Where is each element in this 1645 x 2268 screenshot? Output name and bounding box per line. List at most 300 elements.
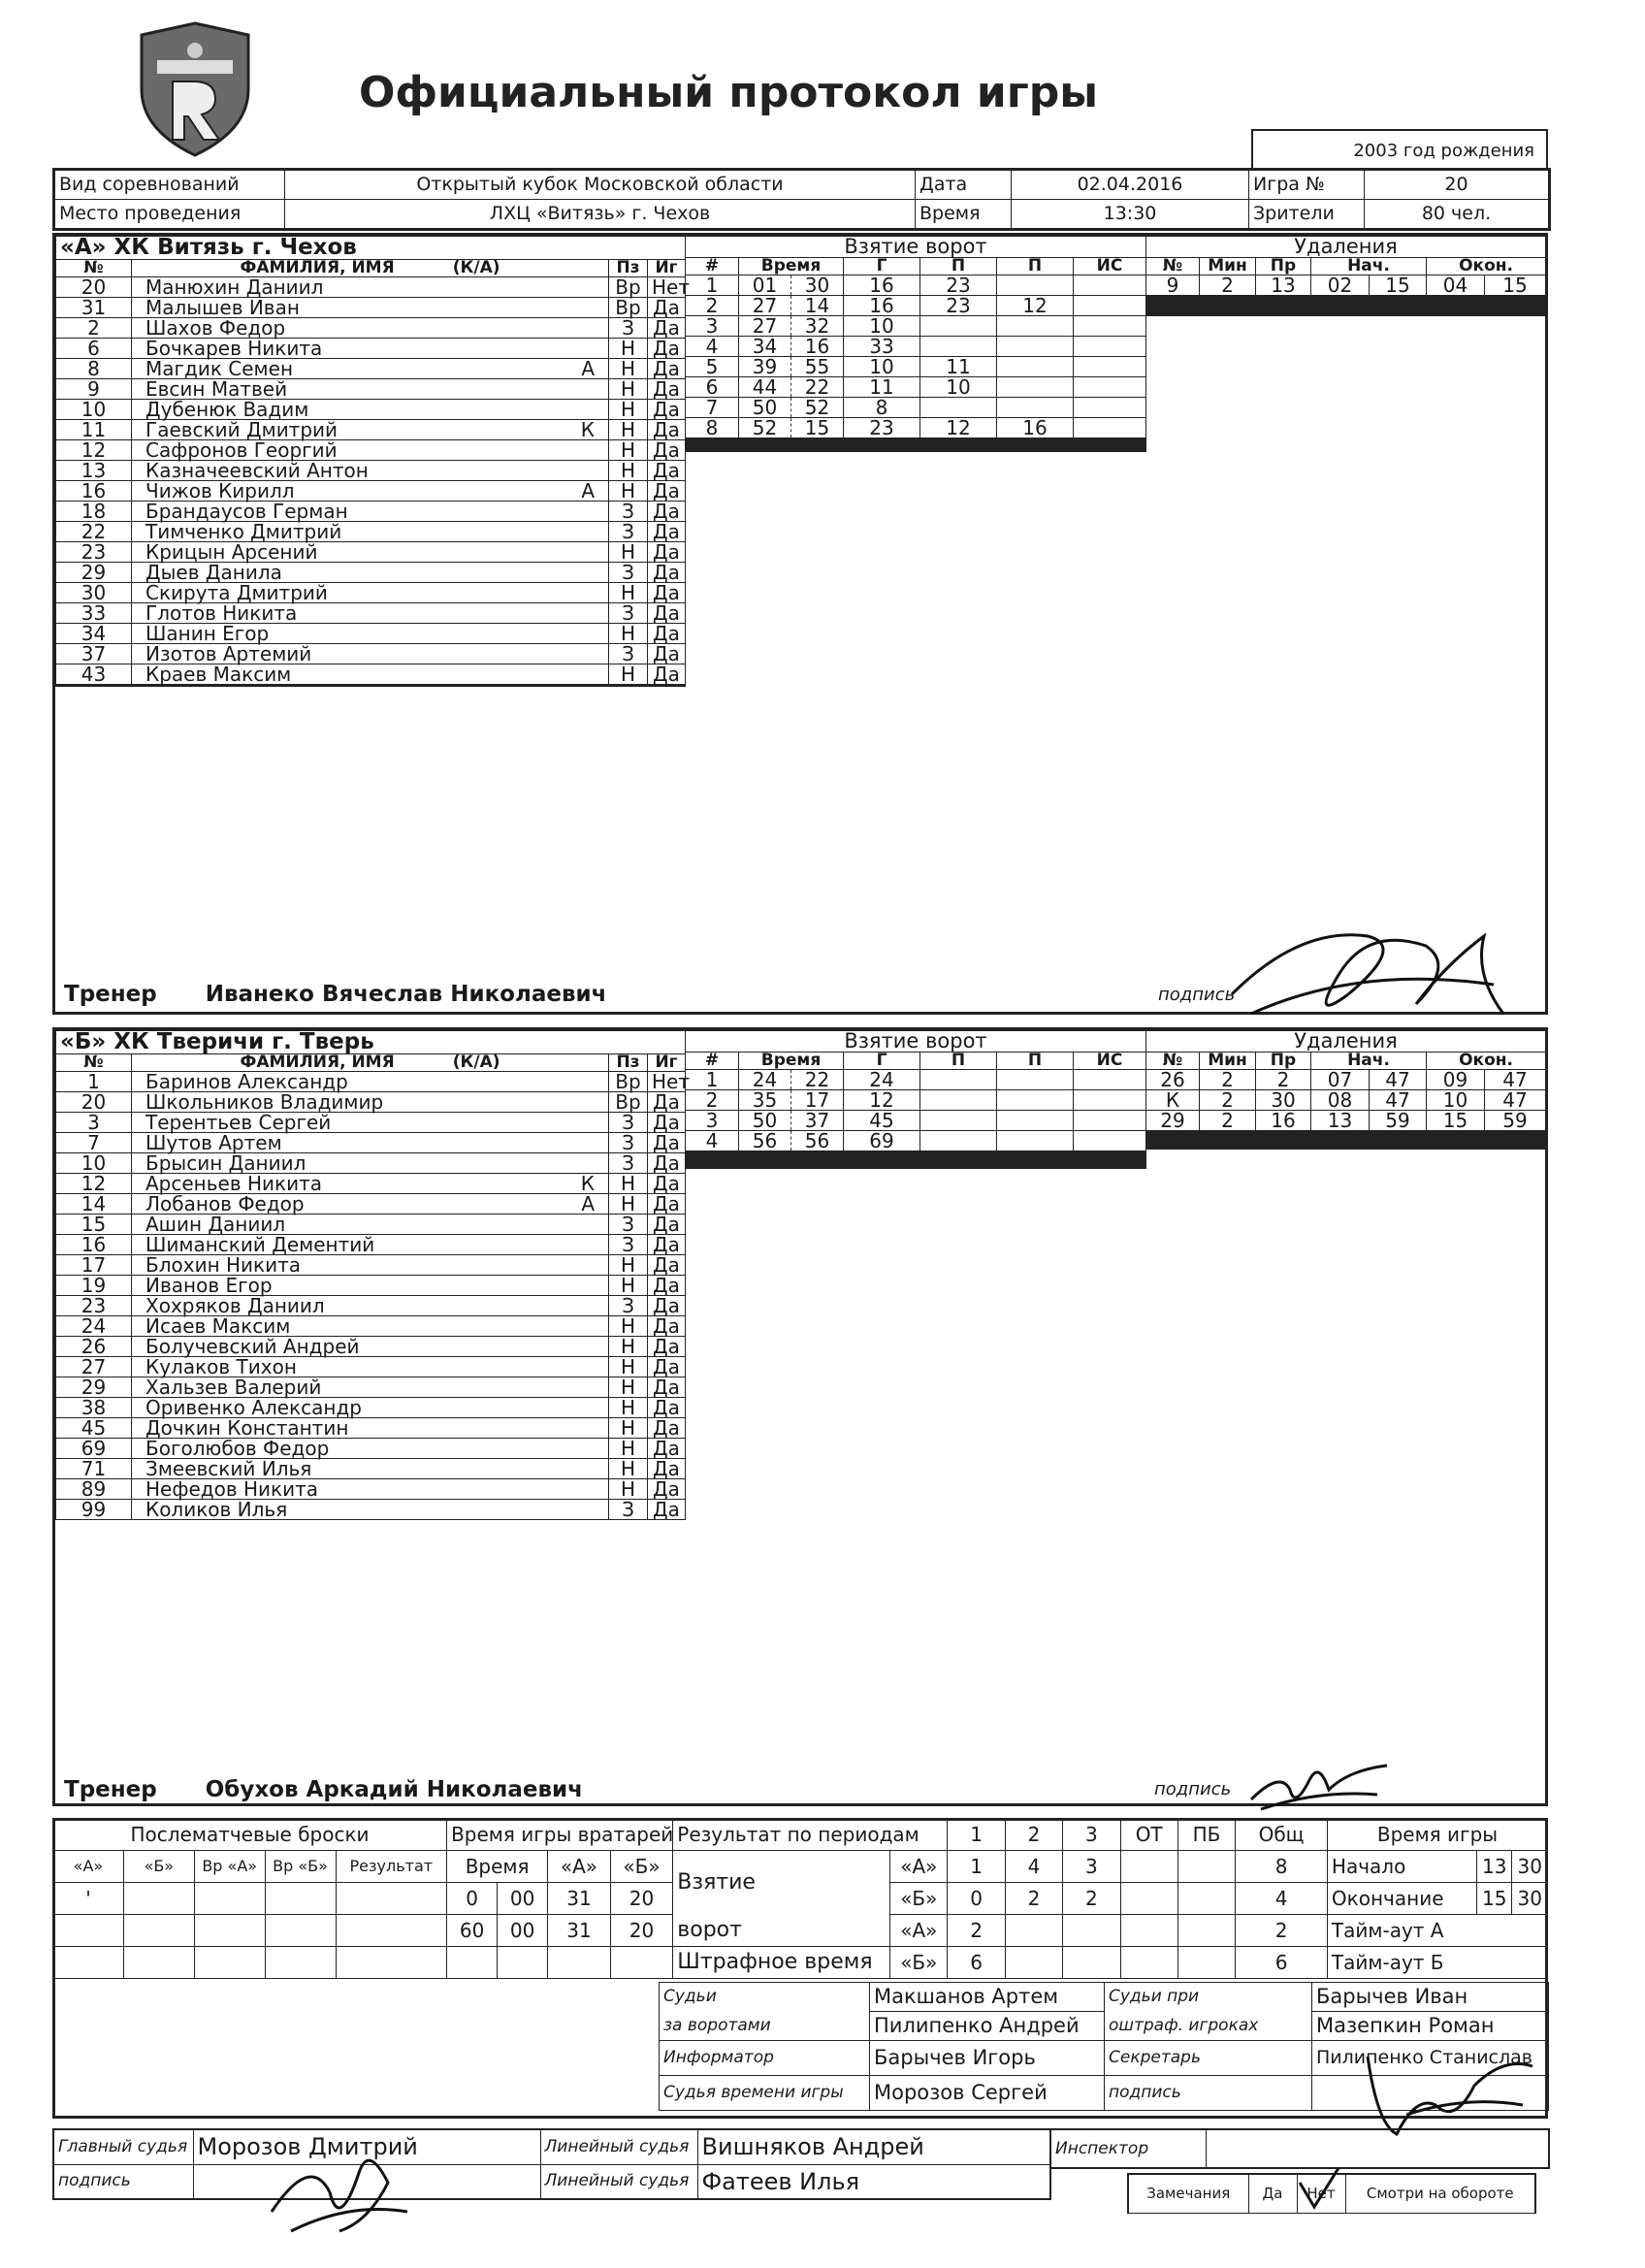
team-a-section (52, 233, 1548, 1015)
player-name-cell (132, 1296, 609, 1316)
goal-assist-1 (920, 1131, 997, 1151)
shootout-col-gk-b: Вр «Б» (265, 1851, 336, 1883)
player-played: Да (648, 1235, 686, 1255)
player-played: Да (648, 1418, 686, 1439)
goal-header-situation: ИС (1074, 258, 1146, 275)
player-number: 2 (56, 318, 132, 339)
player-name: Дыев Данила (145, 561, 282, 584)
player-number: 24 (56, 1316, 132, 1337)
pen-a-p1: 2 (948, 1915, 1005, 1947)
linesman-1-label: Линейный судья (540, 2129, 697, 2164)
goals-label-1: Взятие (673, 1851, 890, 1915)
player-name: Шахов Федор (145, 316, 286, 340)
goals-b-pb (1177, 1883, 1235, 1915)
player-name: Ашин Даниил (145, 1213, 286, 1236)
goals-b-p3: 2 (1063, 1883, 1120, 1915)
goal-scorer (844, 451, 920, 452)
header-name-text: ФАМИЛИЯ, ИМЯ (240, 1053, 395, 1072)
player-row (56, 1296, 686, 1316)
player-name: Баринов Александр (145, 1070, 348, 1093)
goal-scorer: 23 (844, 418, 920, 438)
player-name-cell (132, 1153, 609, 1174)
goal-number: 7 (686, 398, 739, 418)
goal-header-num: # (686, 1053, 739, 1070)
player-played: Да (648, 1316, 686, 1337)
player-name-cell (132, 1092, 609, 1113)
player-name: Тимченко Дмитрий (145, 520, 342, 543)
pen-header-start: Нач. (1311, 258, 1427, 275)
goals-team-b: «Б» (890, 1883, 948, 1915)
goal-second: 30 (791, 275, 844, 296)
shootout-col-result: Результат (336, 1851, 447, 1883)
goal-assist-2 (997, 1168, 1074, 1169)
player-position: Вр (609, 277, 648, 298)
player-row (56, 1439, 686, 1459)
player-played: Да (648, 563, 686, 583)
pen-player (1146, 1149, 1200, 1150)
team-b-roster (55, 1029, 690, 1521)
player-position: Н (609, 339, 648, 359)
player-position: Н (609, 481, 648, 502)
player-name-cell (132, 318, 609, 339)
player-played: Да (648, 664, 686, 685)
goal-number: 1 (686, 275, 739, 296)
player-position: Н (609, 1174, 648, 1194)
player-row (56, 481, 686, 502)
player-number: 37 (56, 644, 132, 664)
player-role: А (581, 1192, 595, 1215)
player-name: Арсеньев Никита (145, 1172, 323, 1195)
player-number: 33 (56, 603, 132, 624)
player-position: Н (609, 400, 648, 420)
pen-reason (1256, 315, 1311, 316)
player-played: Да (648, 1357, 686, 1377)
player-number: 69 (56, 1439, 132, 1459)
pen-a-p3 (1063, 1915, 1120, 1947)
player-played: Да (648, 420, 686, 440)
player-name: Болучевский Андрей (145, 1335, 360, 1358)
player-name-cell (132, 1235, 609, 1255)
pen-start-min: 08 (1311, 1090, 1370, 1111)
team-a-coach-name: Иванеко Вячеслав Николаевич (205, 982, 607, 1007)
player-played: Да (648, 359, 686, 379)
player-played: Да (648, 583, 686, 603)
goal-situation (1074, 296, 1146, 316)
player-position: Н (609, 379, 648, 400)
player-position: З (609, 1133, 648, 1153)
goal-minute: 27 (739, 296, 791, 316)
player-played: Да (648, 1194, 686, 1215)
pen-team-a: «А» (890, 1915, 948, 1947)
gk-col-b: «Б» (610, 1851, 673, 1883)
goals-b-total: 4 (1236, 1883, 1328, 1915)
game-start-m: 30 (1512, 1851, 1548, 1883)
player-position: З (609, 1296, 648, 1316)
player-played: Да (648, 318, 686, 339)
player-number: 8 (56, 359, 132, 379)
player-name-cell (132, 1500, 609, 1520)
player-played: Да (648, 1377, 686, 1398)
goal-second: 22 (791, 377, 844, 398)
goal-assist-2 (997, 1111, 1074, 1131)
goal-number: 4 (686, 1131, 739, 1151)
player-name-cell (132, 1113, 609, 1133)
pen-reason: 2 (1256, 1070, 1311, 1090)
gk-row2-sec: 00 (498, 1915, 548, 1947)
player-name: Изотов Артемий (145, 642, 312, 665)
team-a-coach-label: Тренер (64, 982, 157, 1007)
remarks-table (1127, 2173, 1536, 2214)
player-position: Н (609, 1276, 648, 1296)
goal-situation (1074, 1070, 1146, 1090)
team-b-coach (64, 1777, 583, 1802)
player-name: Манюхин Даниил (145, 275, 324, 299)
player-row (56, 1194, 686, 1215)
player-name: Школьников Владимир (145, 1090, 384, 1114)
pen-b-pb (1177, 1947, 1235, 1979)
pen-start-min: 13 (1311, 1111, 1370, 1131)
pen-a-p2 (1005, 1915, 1062, 1947)
gk-row2-min: 60 (447, 1915, 498, 1947)
goal-minute: 39 (739, 357, 791, 377)
officials-table (659, 1982, 1549, 2111)
informer-name: Барычев Игорь (870, 2041, 1105, 2076)
pen-end-min: 10 (1427, 1090, 1485, 1111)
player-position: Н (609, 1337, 648, 1357)
header-ig: Иг (648, 1054, 686, 1072)
goal-assist-2 (997, 275, 1074, 296)
player-row (56, 1459, 686, 1479)
goal-assist-1 (920, 337, 997, 357)
player-row (56, 522, 686, 542)
header-ig: Иг (648, 260, 686, 277)
player-position: Вр (609, 1092, 648, 1113)
inspector-table (1049, 2128, 1550, 2169)
competition-value: Открытый кубок Московской области (285, 170, 916, 200)
goal-judge-2: Пилипенко Андрей (870, 2012, 1105, 2041)
goal-second: 17 (791, 1090, 844, 1111)
goal-header-assist1: П (920, 258, 997, 275)
gk-row1-sec: 00 (498, 1883, 548, 1915)
team-a-coach (64, 982, 606, 1007)
player-number: 22 (56, 522, 132, 542)
goal-row (686, 1070, 1146, 1090)
goal-minute: 56 (739, 1131, 791, 1151)
goal-minute: 52 (739, 418, 791, 438)
roster-header (56, 260, 686, 277)
goals-a-ot (1120, 1851, 1177, 1883)
player-number: 3 (56, 1113, 132, 1133)
player-number: 12 (56, 440, 132, 461)
remarks-label: Замечания (1128, 2174, 1248, 2213)
player-name-cell (132, 1337, 609, 1357)
player-name-cell (132, 481, 609, 502)
player-name-cell (132, 624, 609, 644)
player-row (56, 563, 686, 583)
goal-assist-1 (920, 1168, 997, 1169)
player-number: 29 (56, 1377, 132, 1398)
player-row (56, 1215, 686, 1235)
goal-situation (1074, 316, 1146, 337)
goal-assist-2 (997, 451, 1074, 452)
player-name: Магдик Семен (145, 357, 294, 380)
player-number: 30 (56, 583, 132, 603)
player-name-cell (132, 1459, 609, 1479)
goal-minute: 24 (739, 1070, 791, 1090)
player-name-cell (132, 664, 609, 685)
pen-label-1: Штрафное (677, 1950, 798, 1974)
penalties-title-row (1146, 1031, 1546, 1053)
player-row (56, 1418, 686, 1439)
pen-b-total: 6 (1236, 1947, 1328, 1979)
pen-b-p3 (1063, 1947, 1120, 1979)
goal-second: 16 (791, 337, 844, 357)
goal-row (686, 398, 1146, 418)
goal-header-time: Время (739, 258, 844, 275)
player-name: Блохин Никита (145, 1253, 302, 1277)
remarks-see-back: Смотри на обороте (1345, 2174, 1535, 2213)
goal-situation (1074, 275, 1146, 296)
goal-minute (739, 1168, 791, 1169)
goals-header (686, 1053, 1146, 1070)
player-position: З (609, 1500, 648, 1520)
document-title: Официальный протокол игры (359, 68, 1099, 117)
player-name-cell (132, 379, 609, 400)
player-position: З (609, 1153, 648, 1174)
goal-assist-2: 16 (997, 418, 1074, 438)
pen-a-ot (1120, 1915, 1177, 1947)
player-number: 23 (56, 542, 132, 563)
goal-second (791, 451, 844, 452)
player-name: Гаевский Дмитрий (145, 418, 339, 441)
goal-row (686, 418, 1146, 438)
goal-assist-1: 10 (920, 377, 997, 398)
goal-row (686, 1168, 1146, 1169)
spectators-value: 80 чел. (1365, 200, 1550, 230)
player-position: Н (609, 664, 648, 685)
pen-minutes: 2 (1200, 1111, 1256, 1131)
remarks-no: Нет (1297, 2174, 1345, 2213)
pen-start-min: 07 (1311, 1070, 1370, 1090)
goal-row (686, 296, 1146, 316)
player-position: З (609, 1215, 648, 1235)
goal-situation (1074, 1111, 1146, 1131)
player-name: Дубенюк Вадим (145, 398, 309, 421)
goal-number (686, 1168, 739, 1169)
venue-label: Место проведения (54, 200, 285, 230)
goal-scorer: 16 (844, 275, 920, 296)
goal-assist-2 (997, 316, 1074, 337)
player-played: Да (648, 1337, 686, 1357)
shootout-title: Послематчевые броски (53, 1819, 447, 1851)
shootout-col-gk-a: Вр «А» (194, 1851, 265, 1883)
player-played: Да (648, 624, 686, 644)
time-value: 13:30 (1012, 200, 1249, 230)
player-role: А (581, 479, 595, 502)
player-name: Малышев Иван (145, 296, 300, 319)
game-number-label: Игра № (1249, 170, 1365, 200)
header-number: № (56, 1054, 132, 1072)
period-total: Общ (1236, 1819, 1328, 1851)
player-number: 26 (56, 1337, 132, 1357)
pen-header-end: Окон. (1427, 258, 1546, 275)
player-played: Да (648, 1133, 686, 1153)
team-b-section (52, 1027, 1548, 1806)
player-position: Вр (609, 1072, 648, 1092)
player-row (56, 400, 686, 420)
gk-row2-a: 31 (548, 1915, 611, 1947)
period-3: 3 (1063, 1819, 1120, 1851)
player-played: Да (648, 502, 686, 522)
pen-end-sec: 47 (1485, 1070, 1546, 1090)
shootout-mark: ' (53, 1883, 124, 1915)
pen-a-total: 2 (1236, 1915, 1328, 1947)
team-a-signature-label: подпись (1158, 985, 1236, 1005)
player-name: Сафронов Георгий (145, 438, 338, 462)
player-number: 17 (56, 1255, 132, 1276)
player-number: 43 (56, 664, 132, 685)
pen-b-p1: 6 (948, 1947, 1005, 1979)
spectators-label: Зрители (1249, 200, 1365, 230)
player-played: Да (648, 1113, 686, 1133)
player-number: 14 (56, 1194, 132, 1215)
player-position: З (609, 1113, 648, 1133)
pen-header-reason: Пр (1256, 1053, 1311, 1070)
goal-row (686, 1131, 1146, 1151)
pen-team-b: «Б» (890, 1947, 948, 1979)
player-row (56, 1357, 686, 1377)
roster-header (56, 1054, 686, 1072)
timeout-b: Тайм-аут Б (1327, 1947, 1547, 1979)
player-played: Да (648, 1459, 686, 1479)
goal-row (686, 337, 1146, 357)
player-row (56, 542, 686, 563)
player-name-cell (132, 542, 609, 563)
player-row (56, 624, 686, 644)
player-name: Хальзев Валерий (145, 1376, 322, 1399)
player-played: Да (648, 339, 686, 359)
penalty-row (1146, 1149, 1546, 1150)
player-row (56, 1276, 686, 1296)
player-name-cell (132, 1418, 609, 1439)
goal-scorer: 12 (844, 1090, 920, 1111)
player-position: Н (609, 583, 648, 603)
goal-header-assist2: П (997, 258, 1074, 275)
team-b-coach-label: Тренер (64, 1777, 157, 1802)
player-number: 71 (56, 1459, 132, 1479)
player-name-cell (132, 1377, 609, 1398)
player-position: Н (609, 1398, 648, 1418)
player-row (56, 1398, 686, 1418)
pen-reason (1256, 1149, 1311, 1150)
player-row (56, 1092, 686, 1113)
player-played: Да (648, 1153, 686, 1174)
goal-scorer: 16 (844, 296, 920, 316)
goals-a-p3: 3 (1063, 1851, 1120, 1883)
player-name-cell (132, 522, 609, 542)
player-name: Оривенко Александр (145, 1396, 362, 1419)
goal-header-assist1: П (920, 1053, 997, 1070)
player-name-cell (132, 1479, 609, 1500)
pen-b-ot (1120, 1947, 1177, 1979)
goal-assist-2: 12 (997, 296, 1074, 316)
goal-situation (1074, 1090, 1146, 1111)
goal-situation (1074, 1131, 1146, 1151)
goal-situation (1074, 357, 1146, 377)
player-name-cell (132, 359, 609, 379)
team-title-row (56, 1031, 686, 1054)
header-number: № (56, 260, 132, 277)
pen-header-num: № (1146, 258, 1200, 275)
player-number: 20 (56, 277, 132, 298)
goal-assist-1 (920, 1111, 997, 1131)
player-played: Да (648, 1092, 686, 1113)
player-name: Чижов Кирилл (145, 479, 295, 502)
goal-situation (1074, 1168, 1146, 1169)
goal-row (686, 357, 1146, 377)
pen-end-min: 04 (1427, 275, 1485, 296)
player-number: 19 (56, 1276, 132, 1296)
goal-header-scorer: Г (844, 1053, 920, 1070)
pen-end-min (1427, 315, 1485, 316)
game-info-table (52, 168, 1551, 231)
player-number: 10 (56, 400, 132, 420)
secretary-label: Секретарь (1105, 2041, 1312, 2076)
team-a-roster (55, 235, 690, 687)
header-name-text: ФАМИЛИЯ, ИМЯ (240, 258, 395, 277)
gk-time-title: Время игры вратарей (447, 1819, 673, 1851)
player-position: Н (609, 1194, 648, 1215)
player-played: Да (648, 1439, 686, 1459)
player-position: Н (609, 1255, 648, 1276)
goals-title-row (686, 1031, 1146, 1053)
club-logo (138, 21, 252, 157)
penalties-title-row (1146, 237, 1546, 258)
player-name: Лобанов Федор (145, 1192, 305, 1215)
player-number: 27 (56, 1357, 132, 1377)
player-row (56, 1377, 686, 1398)
player-name-cell (132, 1357, 609, 1377)
goal-assist-2 (997, 398, 1074, 418)
player-name: Кулаков Тихон (145, 1355, 297, 1378)
player-played: Да (648, 1215, 686, 1235)
pen-reason: 30 (1256, 1090, 1311, 1111)
goal-assist-1: 11 (920, 357, 997, 377)
goal-assist-2 (997, 337, 1074, 357)
date-label: Дата (916, 170, 1012, 200)
player-played: Да (648, 1296, 686, 1316)
goal-number: 3 (686, 1111, 739, 1131)
team-a-penalties (1145, 236, 1546, 316)
venue-value: ЛХЦ «Витязь» г. Чехов (285, 200, 916, 230)
player-played: Да (648, 644, 686, 664)
player-name-cell (132, 1133, 609, 1153)
header-ka-text: (К/А) (452, 1053, 500, 1072)
player-played: Да (648, 1500, 686, 1520)
team-b-goals (685, 1030, 1146, 1169)
player-name: Исаев Максим (145, 1314, 291, 1338)
player-row (56, 1337, 686, 1357)
pen-end-min (1427, 1149, 1485, 1150)
team-title-row (56, 237, 686, 260)
penalties-header (1146, 258, 1546, 275)
player-name-cell (132, 1174, 609, 1194)
goal-number: 2 (686, 1090, 739, 1111)
competition-label: Вид соревнований (54, 170, 285, 200)
player-name: Коликов Илья (145, 1498, 288, 1521)
penalties-title: Удаления (1146, 1031, 1546, 1053)
goal-row (686, 275, 1146, 296)
